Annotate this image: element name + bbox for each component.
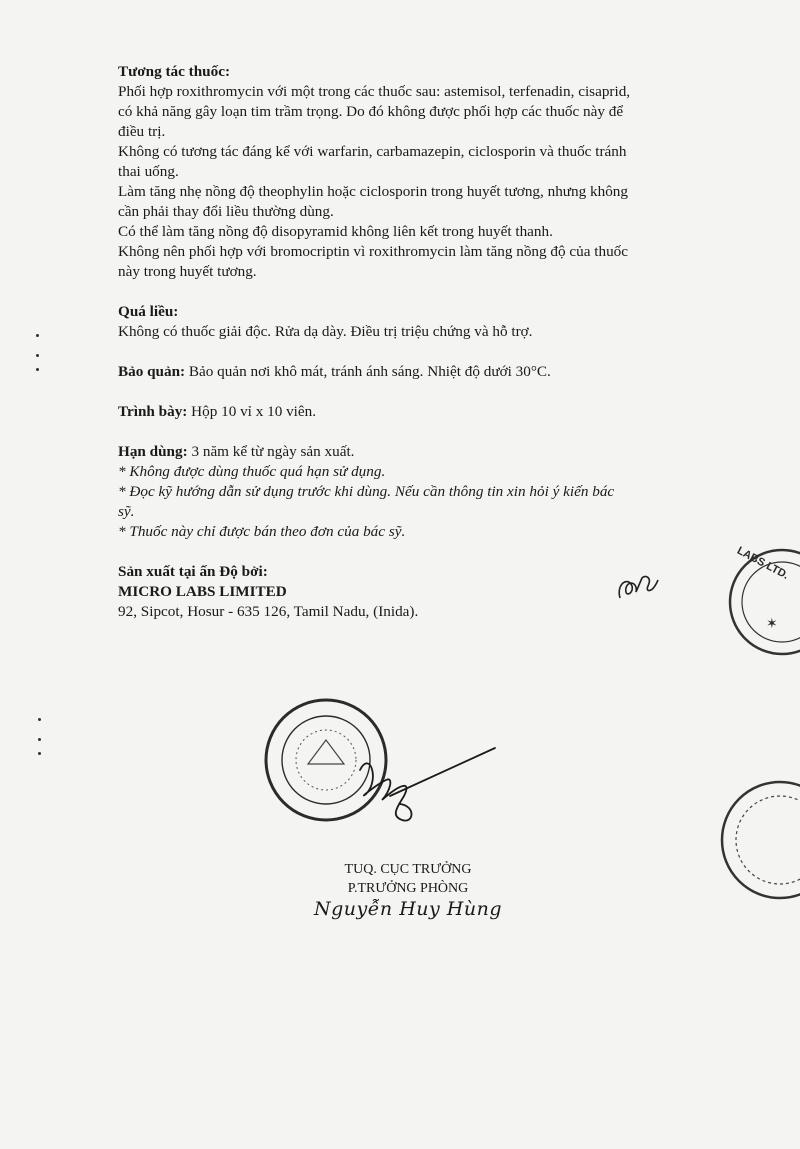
manufacturer-address: 92, Sipcot, Hosur - 635 126, Tamil Nadu, (Inida).	[118, 603, 419, 620]
signer-name: Nguyễn Huy Hùng	[313, 898, 502, 920]
interactions-line: này trong huyết tương.	[118, 263, 257, 280]
company-stamp	[712, 540, 800, 670]
storage-line	[118, 362, 718, 382]
expiry-note: * Không được dùng thuốc quá hạn sử dụng.	[118, 463, 386, 480]
overdose-text: Không có thuốc giải độc. Rửa dạ dày. Điều trị triệu chứng và hỗ trợ.	[118, 323, 533, 340]
main-text	[118, 62, 718, 622]
interactions-line: Không có tương tác đáng kể với warfarin, carbamazepin, ciclosporin và thuốc tránh	[118, 143, 627, 160]
manufacturer-heading: Sản xuất tại ấn Độ bởi:	[118, 563, 268, 580]
interactions-line: thai uống.	[118, 163, 179, 180]
interactions-line: Có thể làm tăng nồng độ disopyramid không liên kết trong huyết thanh.	[118, 223, 553, 240]
interactions-heading: Tương tác thuốc:	[118, 63, 231, 80]
approval-line2: P.TRƯỞNG PHÒNG	[347, 881, 469, 896]
spacer	[118, 342, 718, 362]
expiry-note: * Đọc kỹ hướng dẫn sử dụng trước khi dùng. Nếu cần thông tin xin hỏi ý kiến bác	[118, 483, 615, 500]
spacer	[118, 542, 718, 562]
interactions-line: Làm tăng nhẹ nồng độ theophylin hoặc ciclosporin trong huyết tương, nhưng không	[118, 183, 628, 200]
company-stamp-lower	[700, 770, 800, 910]
interactions-line: Không nên phối hợp với bromocriptin vì roxithromycin làm tăng nồng độ của thuốc	[118, 243, 628, 260]
interactions-line: có khả năng gây loạn tim trầm trọng. Do đó không được phối hợp các thuốc này để	[118, 103, 624, 120]
stamp-star-icon: ✶	[766, 617, 778, 632]
overdose-heading: Quá liều:	[118, 303, 179, 320]
spacer	[118, 422, 718, 442]
spacer	[118, 382, 718, 402]
expiry-label: Hạn dùng:	[118, 443, 188, 460]
presentation-line	[118, 402, 718, 422]
signature	[330, 740, 500, 840]
expiry-note: sỹ.	[118, 503, 135, 520]
margin-dot	[38, 718, 41, 721]
approval-block	[308, 860, 508, 919]
company-stamp-text: LABS LTD.	[734, 544, 791, 582]
margin-dot	[38, 738, 41, 741]
manufacturer-name: MICRO LABS LIMITED	[118, 583, 287, 600]
interactions-line: cần phải thay đổi liều thường dùng.	[118, 203, 334, 220]
margin-dot	[38, 752, 41, 755]
initials-mark	[612, 570, 662, 610]
margin-dot	[36, 354, 39, 357]
storage-text: Bảo quản nơi khô mát, tránh ánh sáng. Nhiệt độ dưới 30°C.	[185, 363, 551, 380]
presentation-text: Hộp 10 vỉ x 10 viên.	[187, 403, 317, 420]
margin-dot	[36, 368, 39, 371]
interactions-line: điều trị.	[118, 123, 166, 140]
margin-dot	[36, 334, 39, 337]
expiry-line	[118, 442, 718, 462]
presentation-label: Trình bày:	[118, 403, 188, 420]
approval-line1: TUQ. CỤC TRƯỞNG	[344, 862, 472, 877]
expiry-text: 3 năm kể từ ngày sản xuất.	[187, 443, 355, 460]
interactions-line: Phối hợp roxithromycin với một trong các thuốc sau: astemisol, terfenadin, cisaprid,	[118, 83, 631, 100]
storage-label: Bảo quản:	[118, 363, 186, 380]
expiry-note: * Thuốc này chỉ được bán theo đơn của bác sỹ.	[118, 523, 406, 540]
spacer	[118, 282, 718, 302]
